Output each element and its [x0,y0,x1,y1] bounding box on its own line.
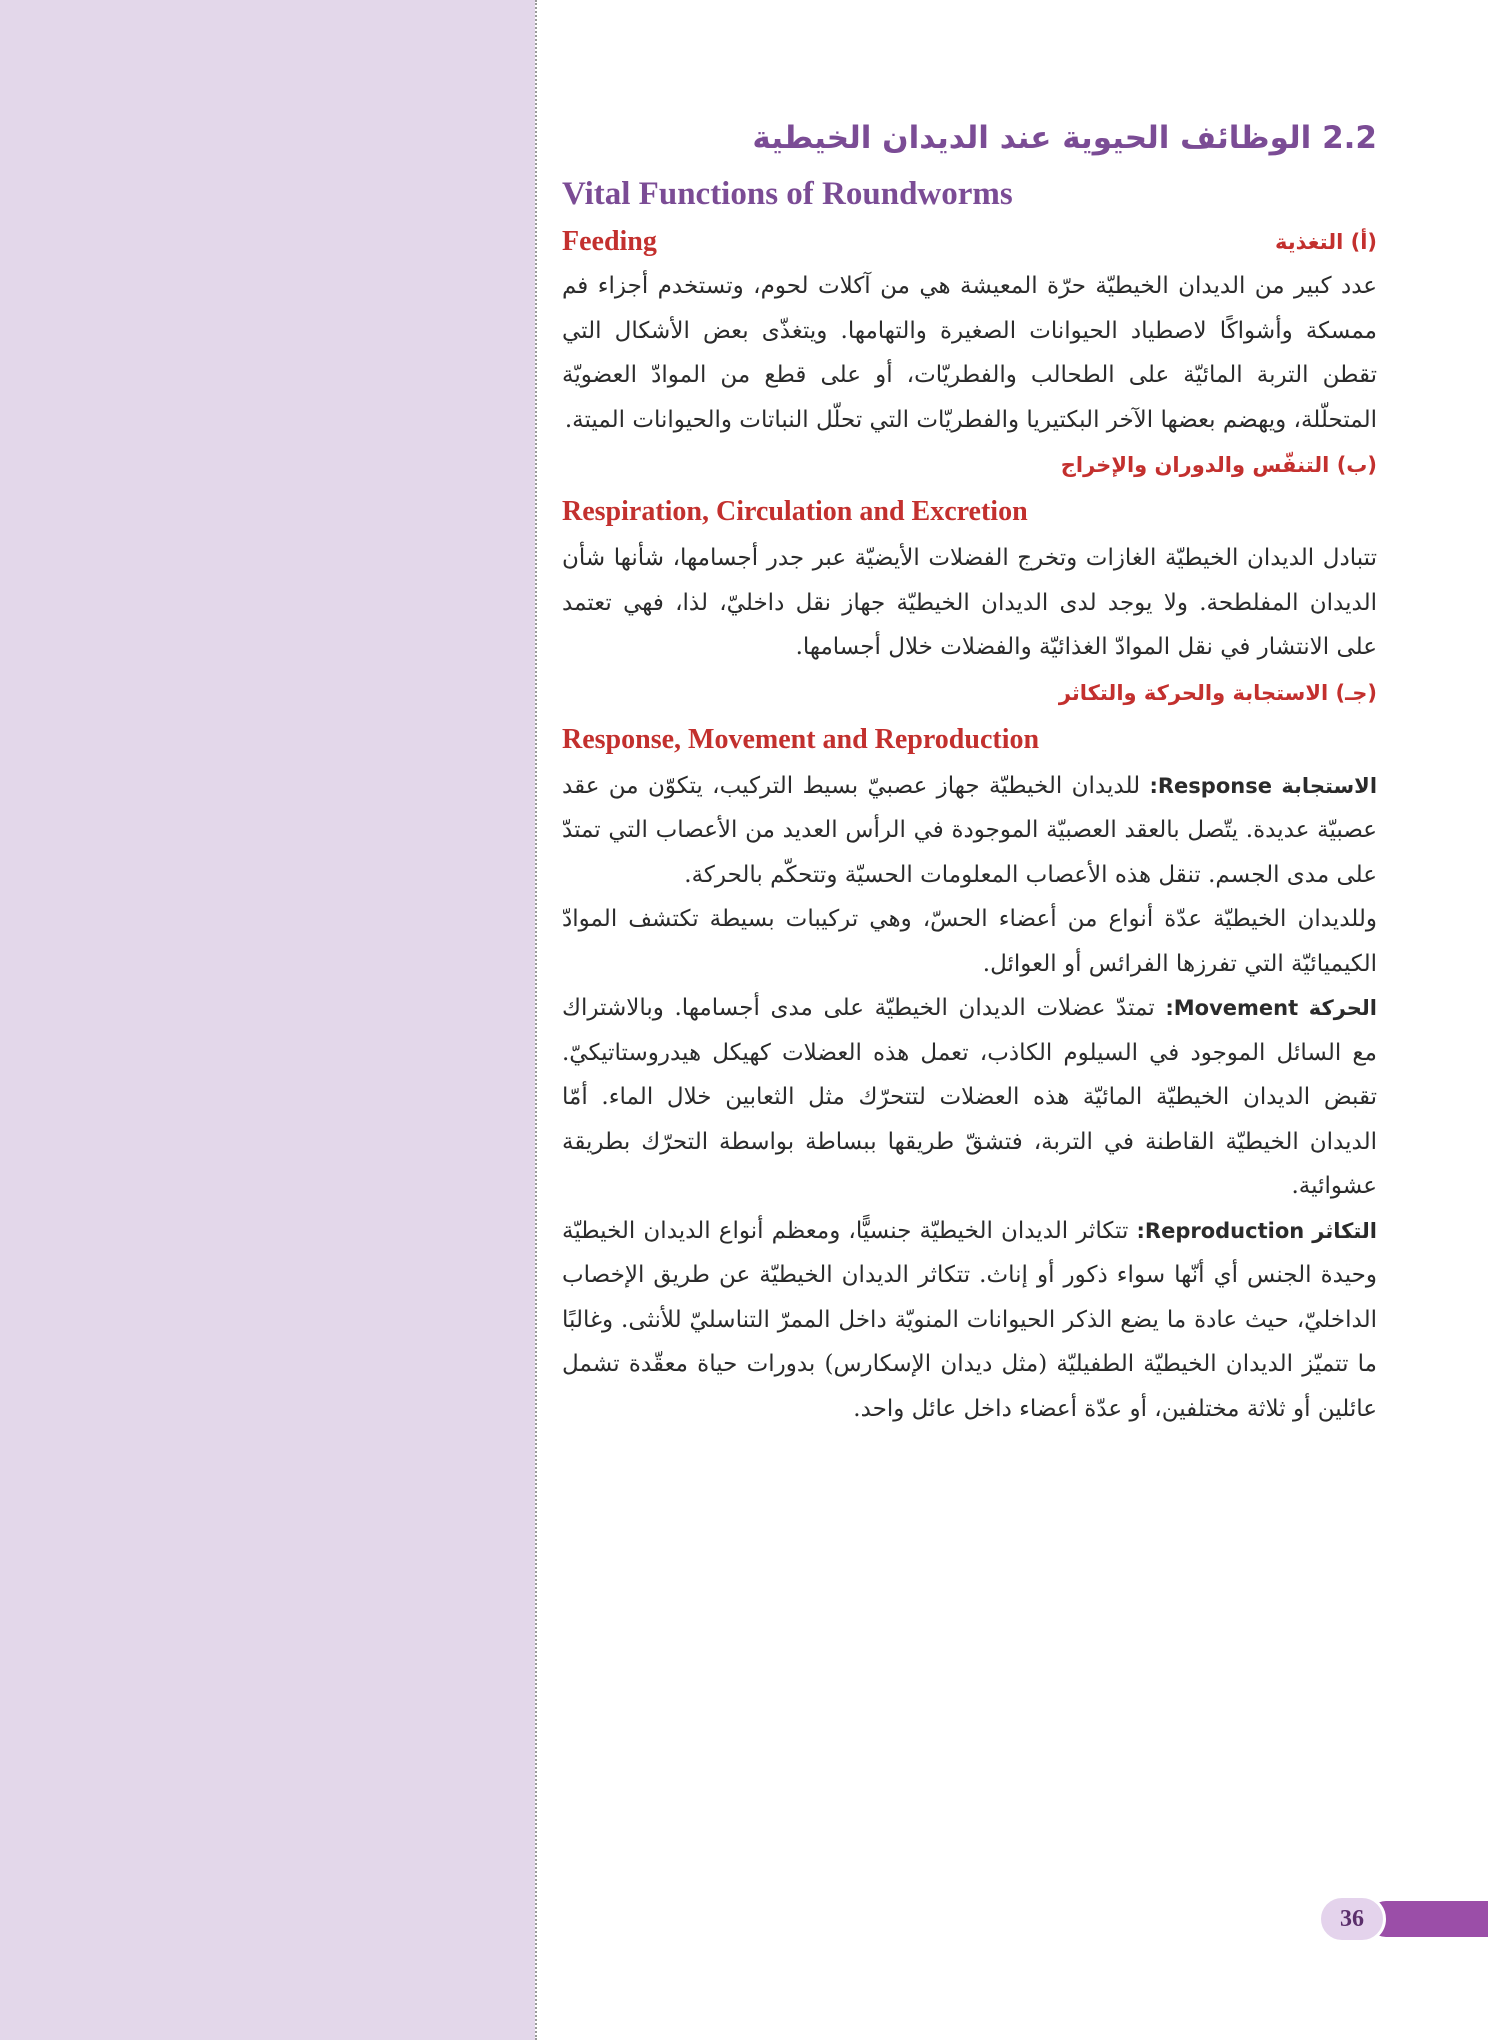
section-title-ar: 2.2 الوظائف الحيوية عند الديدان الخيطية [752,120,1377,156]
movement-paragraph [562,986,1377,1209]
movement-term: الحركة Movement: [1165,996,1377,1020]
feeding-paragraph: عدد كبير من الديدان الخيطيّة حرّة المعيشة هي من آكلات لحوم، وتستخدم أجزاء فم ممسكة وأشواكًا لاصطياد الحيوانات الصغيرة والتهامها. ويتغذّى بعض الأشكال التي تقطن التربة المائيّة على الطحالب والفطريّات، أو على قطع من الموادّ العضويّة المتحلّلة، ويهضم بعضها الآخر البكتيريا والفطريّات التي تحلّل النباتات والحيوانات الميتة. [562,273,1377,433]
page-number-bar [1368,1901,1488,1937]
response-paragraph [562,764,1377,898]
response-section-heading-en: Response, Movement and Reproduction [562,723,1040,755]
page-content [562,108,1377,1431]
response-term: الاستجابة Response: [1149,773,1378,798]
reproduction-text: تتكاثر الديدان الخيطيّة جنسيًّا، ومعظم أنواع الديدان الخيطيّة وحيدة الجنس أي أنّها سواء ذكور أو إناث. تتكاثر الديدان الخيطيّة عن طريق الإخصاب الداخليّ، حيث عادة ما يضع الذكر الحيوانات المنويّة داخل الممرّ التناسليّ للأنثى. وغالبًا ما تتميّز الديدان الخيطيّة الطفيليّة (مثل ديدان الإسكارس) بدورات حياة معقّدة تشمل عائلين أو ثلاثة مختلفين، أو عدّة أعضاء داخل عائل واحد. [562,1217,1377,1422]
feeding-heading [562,220,1377,264]
dotted-divider [535,0,537,2040]
respiration-heading-en: Respiration, Circulation and Excretion [562,496,1028,527]
response-section-heading-ar: (جـ) الاستجابة والحركة والتكاثر [1058,680,1377,705]
feeding-heading-en: Feeding [562,226,657,257]
movement-text: تمتدّ عضلات الديدان الخيطيّة على مدى أجسامها. وبالاشتراك مع السائل الموجود في السيلوم الكاذب، تعمل هذه العضلات كهيكل هيدروستاتيكيّ. تقبض الديدان الخيطيّة المائيّة هذه العضلات لتتحرّك مثل الثعابين خلال الماء. أمّا الديدان الخيطيّة القاطنة في التربة، فتشقّ طريقها ببساطة بواسطة التحرّك بطريقة عشوائية. [562,995,1377,1199]
section-title-en: Vital Functions of Roundworms [562,176,1013,212]
feeding-heading-ar: (أ) التغذية [1275,230,1377,254]
reproduction-paragraph [562,1209,1377,1432]
left-margin-band [0,0,535,2040]
respiration-heading-ar: (ب) التنفّس والدوران والإخراج [1060,453,1377,477]
reproduction-term: التكاثر Reproduction: [1136,1218,1377,1243]
sense-organs-paragraph: وللديدان الخيطيّة عدّة أنواع من أعضاء الحسّ، وهي تركيبات بسيطة تكتشف الموادّ الكيميائيّة التي تفرزها الفرائس أو العوائل. [562,906,1377,977]
response-text: للديدان الخيطيّة جهاز عصبيّ بسيط التركيب، يتكوّن من عقد عصبيّة عديدة. يتّصل بالعقد العصبيّة الموجودة في الرأس العديد من الأعصاب التي تمتدّ على مدى الجسم. تنقل هذه الأعصاب المعلومات الحسيّة وتتحكّم بالحركة. [562,772,1377,888]
page-number-area [1318,1895,1488,1943]
page-number: 36 [1318,1895,1386,1943]
respiration-paragraph: تتبادل الديدان الخيطيّة الغازات وتخرج الفضلات الأيضيّة عبر جدر أجسامها، شأنها شأن الديدان المفلطحة. ولا يوجد لدى الديدان الخيطيّة جهاز نقل داخليّ، لذا، فهي تعتمد على الانتشار في نقل الموادّ الغذائيّة والفضلات خلال أجسامها. [562,545,1377,660]
